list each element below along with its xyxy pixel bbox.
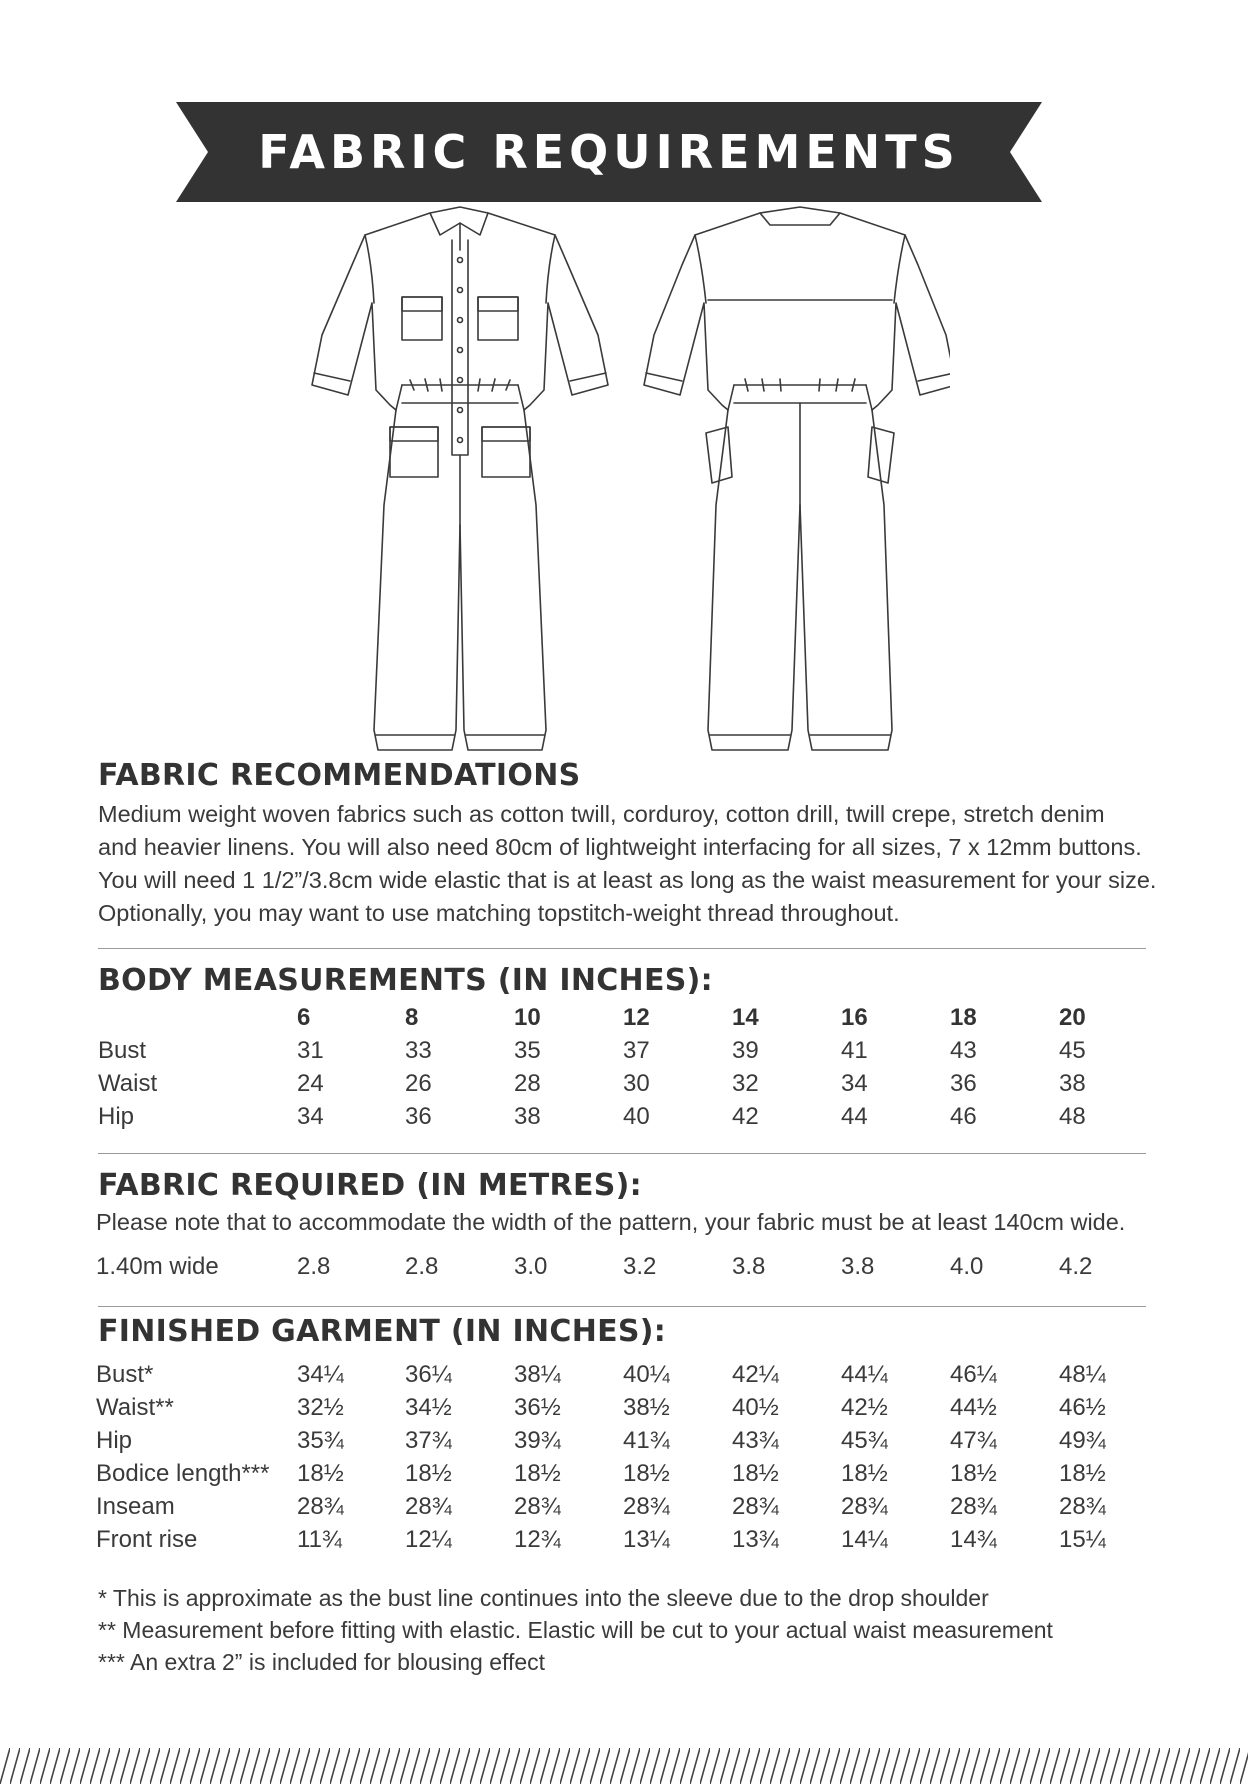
table-cell: 40 xyxy=(623,1103,650,1130)
decorative-stripe-border xyxy=(0,1748,1248,1784)
row-label: Waist xyxy=(98,1070,158,1097)
table-cell: 34½ xyxy=(405,1394,452,1421)
table-cell: 38¼ xyxy=(514,1361,561,1388)
table-cell: 45 xyxy=(1059,1037,1086,1064)
jumpsuit-illustration xyxy=(310,205,950,760)
table-cell: 3.8 xyxy=(732,1253,766,1280)
table-cell: 36½ xyxy=(514,1394,561,1421)
size-header: 12 xyxy=(623,1004,650,1031)
table-cell: 13¾ xyxy=(732,1526,779,1553)
table-cell: 28¾ xyxy=(1059,1493,1106,1520)
table-cell: 15¼ xyxy=(1059,1526,1106,1553)
recommendations-line: Optionally, you may want to use matching topstitch-weight thread throughout. xyxy=(98,900,900,926)
row-label: Inseam xyxy=(96,1493,175,1520)
table-cell: 18½ xyxy=(1059,1460,1106,1487)
table-cell: 39 xyxy=(732,1037,759,1064)
divider xyxy=(98,948,1146,949)
table-cell: 18½ xyxy=(405,1460,452,1487)
table-cell: 18½ xyxy=(950,1460,997,1487)
table-cell: 13¼ xyxy=(623,1526,670,1553)
table-cell: 18½ xyxy=(623,1460,670,1487)
fabric-width-note: Please note that to accommodate the width of the pattern, your fabric must be at least 140cm wide. xyxy=(96,1209,1126,1235)
table-cell: 32 xyxy=(732,1070,759,1097)
table-cell: 35¾ xyxy=(297,1427,344,1454)
row-label: 1.40m wide xyxy=(96,1253,219,1280)
table-cell: 38 xyxy=(1059,1070,1086,1097)
table-cell: 35 xyxy=(514,1037,541,1064)
table-cell: 42½ xyxy=(841,1394,888,1421)
row-label: Front rise xyxy=(96,1526,198,1553)
size-header: 20 xyxy=(1059,1004,1086,1031)
table-cell: 44 xyxy=(841,1103,868,1130)
table-cell: 28¾ xyxy=(623,1493,670,1520)
table-cell: 46½ xyxy=(1059,1394,1106,1421)
table-cell: 4.2 xyxy=(1059,1253,1093,1280)
recommendations-line: You will need 1 1/2”/3.8cm wide elastic that is at least as long as the waist measurement for your size. xyxy=(98,867,1157,893)
row-label: Bust* xyxy=(96,1361,154,1388)
footnote: *** An extra 2” is included for blousing effect xyxy=(98,1649,546,1675)
table-cell: 18½ xyxy=(297,1460,344,1487)
table-cell: 33 xyxy=(405,1037,432,1064)
table-cell: 12¾ xyxy=(514,1526,561,1553)
table-cell: 48¼ xyxy=(1059,1361,1106,1388)
table-cell: 28¾ xyxy=(732,1493,779,1520)
table-cell: 28¾ xyxy=(950,1493,997,1520)
body-measurements-title: BODY MEASUREMENTS (IN INCHES): xyxy=(98,963,713,998)
table-cell: 37 xyxy=(623,1037,650,1064)
table-cell: 46¼ xyxy=(950,1361,997,1388)
recommendations-text xyxy=(98,798,1158,930)
size-header: 18 xyxy=(950,1004,977,1031)
table-cell: 38 xyxy=(514,1103,541,1130)
recommendations-line: Medium weight woven fabrics such as cotton twill, corduroy, cotton drill, twill crepe, stretch denim xyxy=(98,801,1105,827)
row-label: Waist** xyxy=(96,1394,174,1421)
table-cell: 42¼ xyxy=(732,1361,779,1388)
table-cell: 49¾ xyxy=(1059,1427,1106,1454)
table-cell: 40¼ xyxy=(623,1361,670,1388)
table-cell: 2.8 xyxy=(405,1253,439,1280)
table-cell: 28 xyxy=(514,1070,541,1097)
table-cell: 46 xyxy=(950,1103,977,1130)
table-cell: 2.8 xyxy=(297,1253,331,1280)
table-cell: 36¼ xyxy=(405,1361,452,1388)
jumpsuit-back-icon xyxy=(644,207,950,750)
title-banner xyxy=(176,102,1042,202)
size-header: 16 xyxy=(841,1004,868,1031)
row-label: Hip xyxy=(96,1427,133,1454)
table-cell: 39¾ xyxy=(514,1427,561,1454)
table-cell: 48 xyxy=(1059,1103,1086,1130)
table-cell: 40½ xyxy=(732,1394,779,1421)
table-cell: 28¾ xyxy=(841,1493,888,1520)
recommendations-line: and heavier linens. You will also need 80cm of lightweight interfacing for all sizes, 7 x 12mm buttons. xyxy=(98,834,1142,860)
table-cell: 47¾ xyxy=(950,1427,997,1454)
table-cell: 11¾ xyxy=(297,1526,342,1553)
table-cell: 14¼ xyxy=(841,1526,888,1553)
table-cell: 36 xyxy=(405,1103,432,1130)
size-header: 8 xyxy=(405,1004,419,1031)
recommendations-title: FABRIC RECOMMENDATIONS xyxy=(98,758,581,793)
table-cell: 14¾ xyxy=(950,1526,997,1553)
table-cell: 38½ xyxy=(623,1394,670,1421)
table-cell: 24 xyxy=(297,1070,324,1097)
table-cell: 36 xyxy=(950,1070,977,1097)
table-cell: 43¾ xyxy=(732,1427,779,1454)
table-cell: 18½ xyxy=(514,1460,561,1487)
row-label: Bust xyxy=(98,1037,147,1064)
table-cell: 42 xyxy=(732,1103,759,1130)
table-cell: 3.8 xyxy=(841,1253,875,1280)
row-label: Hip xyxy=(98,1103,135,1130)
jumpsuit-front-icon xyxy=(312,207,608,750)
size-header: 6 xyxy=(297,1004,311,1031)
table-cell: 18½ xyxy=(732,1460,779,1487)
table-cell: 41¾ xyxy=(623,1427,670,1454)
table-cell: 28¾ xyxy=(514,1493,561,1520)
divider xyxy=(98,1153,1146,1154)
size-header: 10 xyxy=(514,1004,541,1031)
fabric-required-title: FABRIC REQUIRED (IN METRES): xyxy=(98,1168,642,1203)
table-cell: 30 xyxy=(623,1070,650,1097)
table-cell: 44½ xyxy=(950,1394,997,1421)
table-cell: 26 xyxy=(405,1070,432,1097)
table-cell: 45¾ xyxy=(841,1427,888,1454)
table-cell: 12¼ xyxy=(405,1526,452,1553)
table-cell: 31 xyxy=(297,1037,324,1064)
footnote: ** Measurement before fitting with elastic. Elastic will be cut to your actual waist measurement xyxy=(98,1617,1053,1643)
table-cell: 41 xyxy=(841,1037,868,1064)
page-title: FABRIC REQUIREMENTS xyxy=(258,125,960,179)
table-cell: 3.0 xyxy=(514,1253,548,1280)
table-cell: 34¼ xyxy=(297,1361,344,1388)
table-cell: 34 xyxy=(841,1070,868,1097)
table-cell: 37¾ xyxy=(405,1427,452,1454)
table-cell: 34 xyxy=(297,1103,324,1130)
table-cell: 4.0 xyxy=(950,1253,984,1280)
table-cell: 44¼ xyxy=(841,1361,888,1388)
finished-garment-title: FINISHED GARMENT (IN INCHES): xyxy=(98,1314,667,1349)
table-cell: 3.2 xyxy=(623,1253,657,1280)
table-cell: 18½ xyxy=(841,1460,888,1487)
table-cell: 43 xyxy=(950,1037,977,1064)
table-cell: 32½ xyxy=(297,1394,344,1421)
footnote: * This is approximate as the bust line continues into the sleeve due to the drop shoulder xyxy=(98,1585,989,1611)
table-cell: 28¾ xyxy=(405,1493,452,1520)
row-label: Bodice length*** xyxy=(96,1460,270,1487)
size-header: 14 xyxy=(732,1004,759,1031)
divider xyxy=(98,1306,1146,1307)
table-cell: 28¾ xyxy=(297,1493,344,1520)
